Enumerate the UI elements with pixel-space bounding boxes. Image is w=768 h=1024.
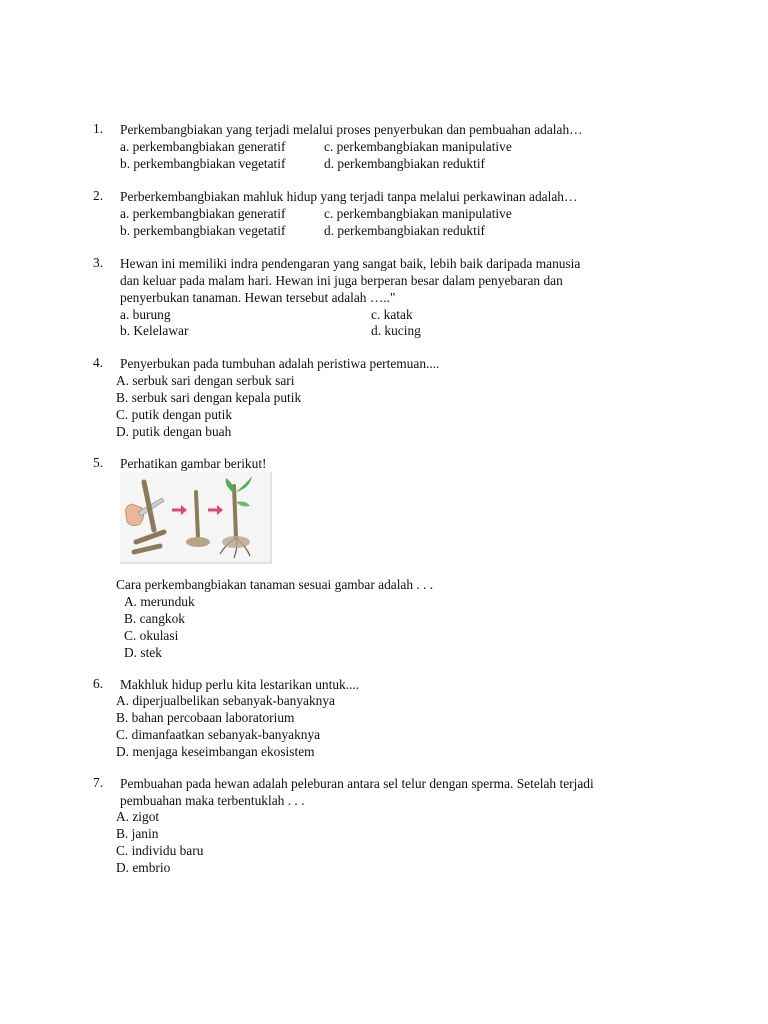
- option: D. putik dengan buah: [116, 424, 232, 439]
- option: A. serbuk sari dengan serbuk sari: [116, 373, 295, 388]
- question-number: 5.: [93, 455, 104, 470]
- question-text: Hewan ini memiliki indra pendengaran yang sangat baik, lebih baik daripada manusia: [120, 256, 581, 271]
- option: b. Kelelawar: [120, 323, 189, 338]
- stem-icon: [196, 492, 198, 538]
- question-number: 1.: [93, 121, 104, 136]
- question-number: 7.: [93, 775, 104, 790]
- question-number: 2.: [93, 188, 104, 203]
- question-text: Penyerbukan pada tumbuhan adalah peristiwa pertemuan....: [120, 356, 440, 371]
- option: D. menjaga keseimbangan ekosistem: [116, 744, 315, 759]
- option: D. embrio: [116, 860, 171, 875]
- question-text: Makhluk hidup perlu kita lestarikan untuk....: [120, 677, 360, 692]
- option: a. perkembangbiakan generatif: [120, 139, 286, 154]
- plant-cutting-figure: [120, 472, 272, 564]
- option: A. merunduk: [124, 594, 195, 609]
- arrow-head-icon: [217, 505, 223, 515]
- question-text: Cara perkembangbiakan tanaman sesuai gambar adalah . . .: [116, 577, 434, 592]
- leaf-icon: [236, 476, 252, 492]
- option: A. diperjualbelikan sebanyak-banyaknya: [116, 693, 336, 708]
- question-text: penyerbukan tanaman. Hewan tersebut adalah …..": [120, 290, 396, 305]
- option: b. perkembangbiakan vegetatif: [120, 223, 286, 238]
- plant-cutting-illustration: [120, 472, 270, 562]
- option: C. individu baru: [116, 843, 204, 858]
- option: d. perkembangbiakan reduktif: [324, 223, 486, 238]
- question-number: 3.: [93, 255, 104, 270]
- option: B. cangkok: [124, 611, 185, 626]
- leaf-icon: [236, 502, 250, 507]
- question-text: Perkembangbiakan yang terjadi melalui proses penyerbukan dan pembuahan adalah…: [120, 122, 583, 137]
- option: a. burung: [120, 307, 171, 322]
- option: d. perkembangbiakan reduktif: [324, 156, 486, 171]
- option: B. bahan percobaan laboratorium: [116, 710, 295, 725]
- option: c. perkembangbiakan manipulative: [324, 139, 512, 154]
- stem-piece-icon: [134, 546, 160, 552]
- option: D. stek: [124, 645, 162, 660]
- soil-icon: [222, 536, 250, 548]
- option: B. serbuk sari dengan kepala putik: [116, 390, 302, 405]
- option: b. perkembangbiakan vegetatif: [120, 156, 286, 171]
- option: C. okulasi: [124, 628, 179, 643]
- option: A. zigot: [116, 809, 160, 824]
- question-text: dan keluar pada malam hari. Hewan ini juga berperan besar dalam penyebaran dan: [120, 273, 563, 288]
- stem-piece-icon: [136, 532, 164, 542]
- option: C. dimanfaatkan sebanyak-banyaknya: [116, 727, 321, 742]
- question-text: pembuahan maka terbentuklah . . .: [120, 793, 305, 808]
- soil-icon: [186, 537, 210, 547]
- question-number: 6.: [93, 676, 104, 691]
- option: c. perkembangbiakan manipulative: [324, 206, 512, 221]
- question-text: Pembuahan pada hewan adalah peleburan antara sel telur dengan sperma. Setelah terjadi: [120, 776, 594, 791]
- stem-icon: [234, 486, 236, 538]
- question-number: 4.: [93, 355, 104, 370]
- option: B. janin: [116, 826, 159, 841]
- option: c. katak: [371, 307, 413, 322]
- question-text: Perhatikan gambar berikut!: [120, 456, 267, 471]
- option: C. putik dengan putik: [116, 407, 233, 422]
- option: d. kucing: [371, 323, 421, 338]
- arrow-head-icon: [181, 505, 187, 515]
- question-text: Perberkembangbiakan mahluk hidup yang terjadi tanpa melalui perkawinan adalah…: [120, 189, 578, 204]
- option: a. perkembangbiakan generatif: [120, 206, 286, 221]
